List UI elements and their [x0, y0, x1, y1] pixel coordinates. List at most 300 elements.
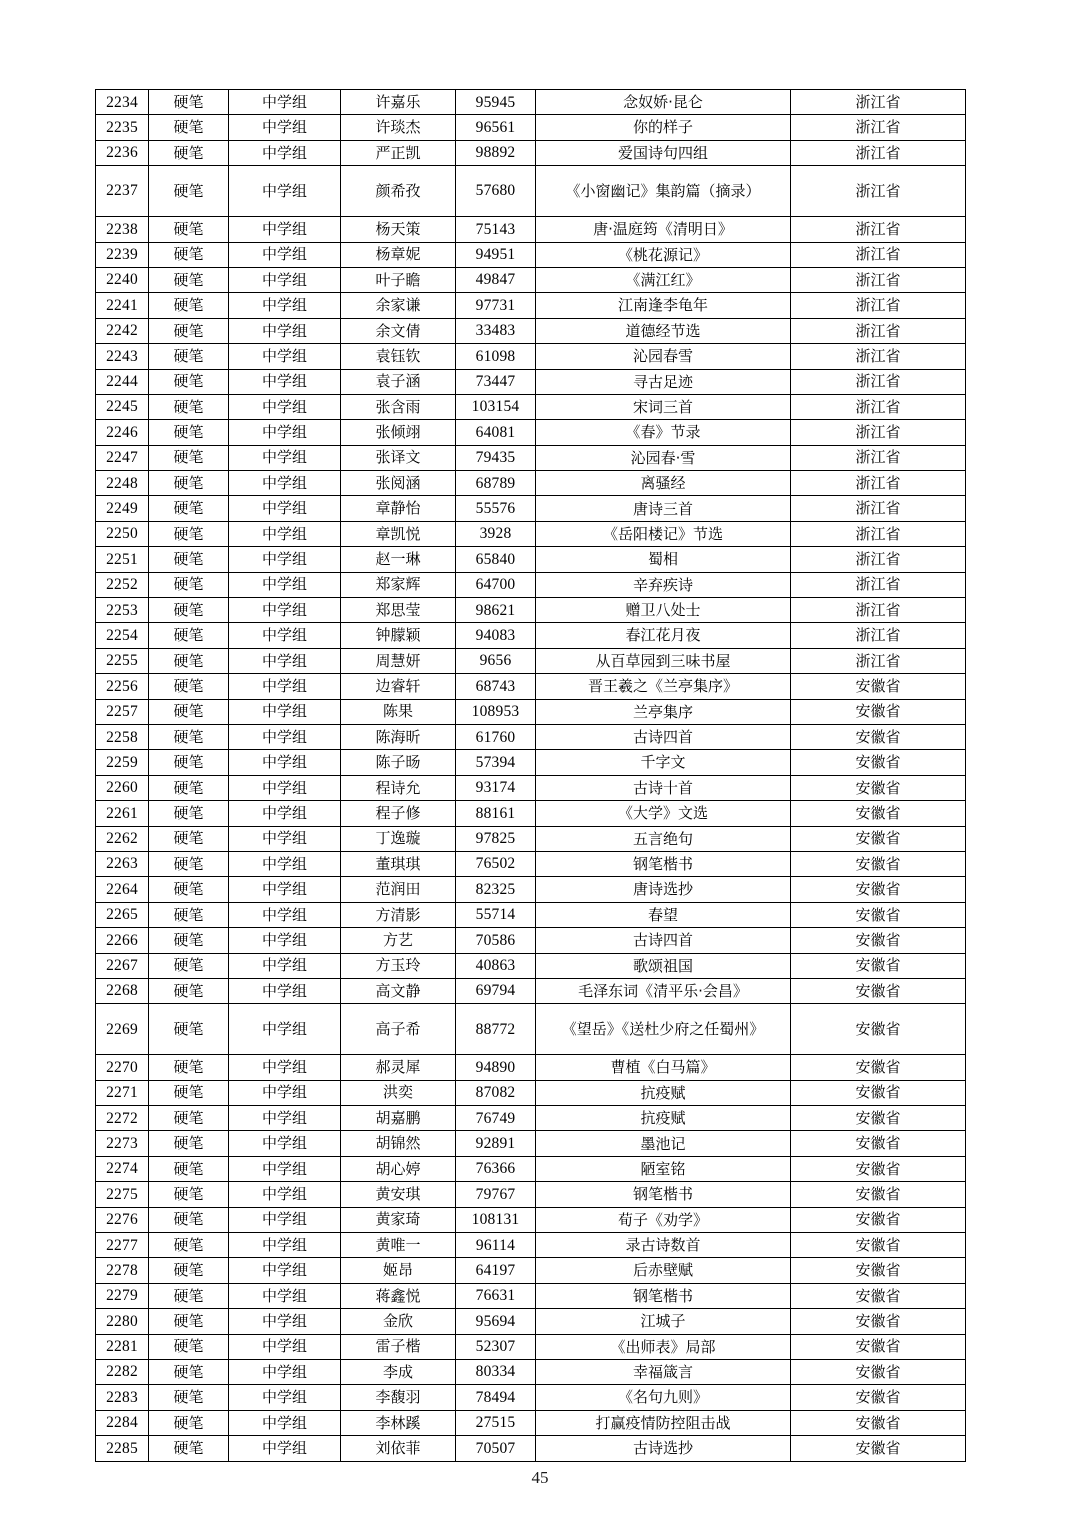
row-province: 安徽省 [791, 1258, 966, 1283]
row-entry-number: 93174 [456, 775, 536, 800]
row-serial-number: 2281 [96, 1334, 149, 1359]
row-serial-number: 2244 [96, 369, 149, 394]
table-row [96, 1106, 966, 1131]
row-work-title: 辛弃疾诗 [536, 572, 791, 597]
row-name: 李馥羽 [341, 1385, 456, 1410]
row-work-title: 抗疫赋 [536, 1106, 791, 1131]
row-serial-number: 2246 [96, 420, 149, 445]
row-category: 硬笔 [149, 344, 229, 369]
table-row [96, 1080, 966, 1105]
row-work-title: 《大学》文选 [536, 801, 791, 826]
table-row [96, 318, 966, 343]
row-entry-number: 103154 [456, 394, 536, 419]
row-name: 周慧妍 [341, 648, 456, 673]
row-serial-number: 2249 [96, 496, 149, 521]
row-work-title: 歌颂祖国 [536, 953, 791, 978]
row-entry-number: 92891 [456, 1131, 536, 1156]
table-row [96, 90, 966, 115]
row-work-title: 江南逢李龟年 [536, 293, 791, 318]
row-group: 中学组 [229, 1080, 341, 1105]
row-group: 中学组 [229, 344, 341, 369]
row-group: 中学组 [229, 978, 341, 1003]
row-work-title: 春望 [536, 902, 791, 927]
row-serial-number: 2279 [96, 1283, 149, 1308]
row-name: 雷子楷 [341, 1334, 456, 1359]
row-category: 硬笔 [149, 115, 229, 140]
row-category: 硬笔 [149, 1080, 229, 1105]
row-province: 浙江省 [791, 547, 966, 572]
row-entry-number: 64700 [456, 572, 536, 597]
row-province: 浙江省 [791, 496, 966, 521]
row-group: 中学组 [229, 217, 341, 242]
row-group: 中学组 [229, 166, 341, 217]
row-serial-number: 2250 [96, 521, 149, 546]
row-name: 郑家辉 [341, 572, 456, 597]
row-work-title: 《名句九则》 [536, 1385, 791, 1410]
row-group: 中学组 [229, 1106, 341, 1131]
row-name: 郝灵犀 [341, 1055, 456, 1080]
row-province: 安徽省 [791, 775, 966, 800]
row-category: 硬笔 [149, 1156, 229, 1181]
row-work-title: 毛泽东词《清平乐·会昌》 [536, 978, 791, 1003]
row-serial-number: 2285 [96, 1436, 149, 1461]
row-name: 袁子涵 [341, 369, 456, 394]
row-serial-number: 2256 [96, 674, 149, 699]
row-category: 硬笔 [149, 1283, 229, 1308]
row-province: 安徽省 [791, 1233, 966, 1258]
row-province: 安徽省 [791, 699, 966, 724]
row-group: 中学组 [229, 394, 341, 419]
row-category: 硬笔 [149, 1258, 229, 1283]
row-category: 硬笔 [149, 598, 229, 623]
row-name: 胡心婷 [341, 1156, 456, 1181]
row-work-title: 《小窗幽记》集韵篇（摘录） [536, 166, 791, 217]
row-serial-number: 2278 [96, 1258, 149, 1283]
row-serial-number: 2259 [96, 750, 149, 775]
row-province: 安徽省 [791, 1436, 966, 1461]
row-name: 严正凯 [341, 140, 456, 165]
row-work-title: 唐·温庭筠《清明日》 [536, 217, 791, 242]
row-work-title: 钢笔楷书 [536, 1182, 791, 1207]
table-row [96, 1156, 966, 1181]
row-category: 硬笔 [149, 369, 229, 394]
table-row [96, 1385, 966, 1410]
row-name: 黄安琪 [341, 1182, 456, 1207]
row-serial-number: 2266 [96, 928, 149, 953]
row-province: 浙江省 [791, 242, 966, 267]
row-work-title: 钢笔楷书 [536, 851, 791, 876]
row-serial-number: 2275 [96, 1182, 149, 1207]
row-work-title: 沁园春·雪 [536, 445, 791, 470]
row-group: 中学组 [229, 445, 341, 470]
row-entry-number: 55714 [456, 902, 536, 927]
row-province: 浙江省 [791, 572, 966, 597]
row-name: 方清影 [341, 902, 456, 927]
row-name: 蒋鑫悦 [341, 1283, 456, 1308]
row-name: 高子希 [341, 1004, 456, 1055]
row-category: 硬笔 [149, 648, 229, 673]
table-row [96, 344, 966, 369]
row-province: 浙江省 [791, 115, 966, 140]
table-row [96, 242, 966, 267]
row-name: 钟朦颖 [341, 623, 456, 648]
row-province: 安徽省 [791, 1004, 966, 1055]
row-entry-number: 88161 [456, 801, 536, 826]
row-category: 硬笔 [149, 1182, 229, 1207]
table-row [96, 902, 966, 927]
row-entry-number: 64197 [456, 1258, 536, 1283]
row-name: 杨天策 [341, 217, 456, 242]
row-entry-number: 27515 [456, 1410, 536, 1435]
table-row [96, 1233, 966, 1258]
row-province: 浙江省 [791, 318, 966, 343]
row-work-title: 《满江红》 [536, 267, 791, 292]
row-group: 中学组 [229, 1436, 341, 1461]
table-row [96, 572, 966, 597]
row-work-title: 后赤壁赋 [536, 1258, 791, 1283]
row-work-title: 曹植《白马篇》 [536, 1055, 791, 1080]
row-name: 张含雨 [341, 394, 456, 419]
row-category: 硬笔 [149, 1004, 229, 1055]
row-category: 硬笔 [149, 1385, 229, 1410]
row-province: 浙江省 [791, 521, 966, 546]
row-entry-number: 98892 [456, 140, 536, 165]
row-entry-number: 96561 [456, 115, 536, 140]
row-serial-number: 2235 [96, 115, 149, 140]
row-entry-number: 64081 [456, 420, 536, 445]
row-category: 硬笔 [149, 394, 229, 419]
table-row [96, 648, 966, 673]
row-name: 陈海昕 [341, 724, 456, 749]
table-row [96, 1055, 966, 1080]
row-province: 浙江省 [791, 369, 966, 394]
row-category: 硬笔 [149, 953, 229, 978]
row-entry-number: 70507 [456, 1436, 536, 1461]
row-province: 安徽省 [791, 1055, 966, 1080]
row-entry-number: 76749 [456, 1106, 536, 1131]
row-serial-number: 2236 [96, 140, 149, 165]
row-serial-number: 2269 [96, 1004, 149, 1055]
row-entry-number: 57394 [456, 750, 536, 775]
row-province: 安徽省 [791, 1156, 966, 1181]
table-row [96, 623, 966, 648]
row-province: 安徽省 [791, 1410, 966, 1435]
row-category: 硬笔 [149, 623, 229, 648]
row-serial-number: 2255 [96, 648, 149, 673]
row-name: 丁逸璇 [341, 826, 456, 851]
row-category: 硬笔 [149, 293, 229, 318]
row-work-title: 录古诗数首 [536, 1233, 791, 1258]
row-name: 张阅涵 [341, 471, 456, 496]
table-row [96, 826, 966, 851]
table-row [96, 1207, 966, 1232]
row-province: 安徽省 [791, 750, 966, 775]
row-group: 中学组 [229, 90, 341, 115]
row-category: 硬笔 [149, 140, 229, 165]
row-category: 硬笔 [149, 471, 229, 496]
row-group: 中学组 [229, 267, 341, 292]
row-province: 安徽省 [791, 902, 966, 927]
row-work-title: 唐诗选抄 [536, 877, 791, 902]
row-province: 浙江省 [791, 140, 966, 165]
row-name: 许嘉乐 [341, 90, 456, 115]
table-row [96, 750, 966, 775]
row-name: 黄家琦 [341, 1207, 456, 1232]
row-name: 程诗允 [341, 775, 456, 800]
row-name: 胡嘉鹏 [341, 1106, 456, 1131]
table-row [96, 1258, 966, 1283]
row-entry-number: 75143 [456, 217, 536, 242]
row-entry-number: 57680 [456, 166, 536, 217]
table-row [96, 724, 966, 749]
row-name: 陈果 [341, 699, 456, 724]
row-category: 硬笔 [149, 902, 229, 927]
row-entry-number: 97825 [456, 826, 536, 851]
row-work-title: 兰亭集序 [536, 699, 791, 724]
row-work-title: 宋词三首 [536, 394, 791, 419]
row-entry-number: 9656 [456, 648, 536, 673]
row-entry-number: 94951 [456, 242, 536, 267]
table-row [96, 217, 966, 242]
row-work-title: 爱国诗句四组 [536, 140, 791, 165]
row-work-title: 幸福箴言 [536, 1359, 791, 1384]
row-province: 浙江省 [791, 267, 966, 292]
row-group: 中学组 [229, 115, 341, 140]
row-work-title: 念奴娇·昆仑 [536, 90, 791, 115]
row-province: 浙江省 [791, 420, 966, 445]
row-name: 高文静 [341, 978, 456, 1003]
row-group: 中学组 [229, 928, 341, 953]
table-row [96, 115, 966, 140]
row-work-title: 《桃花源记》 [536, 242, 791, 267]
row-category: 硬笔 [149, 445, 229, 470]
row-entry-number: 82325 [456, 877, 536, 902]
row-name: 杨章妮 [341, 242, 456, 267]
row-work-title: 晋王羲之《兰亭集序》 [536, 674, 791, 699]
row-entry-number: 76366 [456, 1156, 536, 1181]
row-serial-number: 2264 [96, 877, 149, 902]
table-row [96, 1436, 966, 1461]
row-entry-number: 98621 [456, 598, 536, 623]
row-category: 硬笔 [149, 1359, 229, 1384]
row-province: 安徽省 [791, 978, 966, 1003]
row-province: 安徽省 [791, 1309, 966, 1334]
row-serial-number: 2283 [96, 1385, 149, 1410]
row-serial-number: 2240 [96, 267, 149, 292]
row-category: 硬笔 [149, 90, 229, 115]
row-name: 范润田 [341, 877, 456, 902]
row-entry-number: 78494 [456, 1385, 536, 1410]
table-row [96, 394, 966, 419]
row-group: 中学组 [229, 851, 341, 876]
row-group: 中学组 [229, 1233, 341, 1258]
row-work-title: 从百草园到三味书屋 [536, 648, 791, 673]
row-serial-number: 2252 [96, 572, 149, 597]
row-category: 硬笔 [149, 420, 229, 445]
table-row [96, 775, 966, 800]
row-serial-number: 2237 [96, 166, 149, 217]
row-work-title: 春江花月夜 [536, 623, 791, 648]
row-group: 中学组 [229, 1207, 341, 1232]
row-group: 中学组 [229, 877, 341, 902]
row-group: 中学组 [229, 496, 341, 521]
row-province: 浙江省 [791, 166, 966, 217]
row-work-title: 寻古足迹 [536, 369, 791, 394]
table-row [96, 369, 966, 394]
row-province: 安徽省 [791, 801, 966, 826]
row-group: 中学组 [229, 1156, 341, 1181]
row-work-title: 沁园春雪 [536, 344, 791, 369]
row-group: 中学组 [229, 1131, 341, 1156]
row-serial-number: 2258 [96, 724, 149, 749]
table-row [96, 674, 966, 699]
row-group: 中学组 [229, 724, 341, 749]
row-category: 硬笔 [149, 1106, 229, 1131]
row-group: 中学组 [229, 471, 341, 496]
table-row [96, 1283, 966, 1308]
row-province: 安徽省 [791, 1334, 966, 1359]
row-province: 浙江省 [791, 217, 966, 242]
row-group: 中学组 [229, 140, 341, 165]
table-row [96, 978, 966, 1003]
table-row [96, 166, 966, 217]
row-entry-number: 76502 [456, 851, 536, 876]
row-entry-number: 94890 [456, 1055, 536, 1080]
row-entry-number: 96114 [456, 1233, 536, 1258]
row-name: 叶子瞻 [341, 267, 456, 292]
row-serial-number: 2276 [96, 1207, 149, 1232]
row-province: 安徽省 [791, 1106, 966, 1131]
row-entry-number: 40863 [456, 953, 536, 978]
row-entry-number: 95945 [456, 90, 536, 115]
row-name: 赵一琳 [341, 547, 456, 572]
row-group: 中学组 [229, 801, 341, 826]
row-category: 硬笔 [149, 521, 229, 546]
row-entry-number: 65840 [456, 547, 536, 572]
row-serial-number: 2282 [96, 1359, 149, 1384]
row-work-title: 你的样子 [536, 115, 791, 140]
row-serial-number: 2272 [96, 1106, 149, 1131]
row-serial-number: 2280 [96, 1309, 149, 1334]
row-work-title: 钢笔楷书 [536, 1283, 791, 1308]
row-group: 中学组 [229, 1055, 341, 1080]
row-work-title: 五言绝句 [536, 826, 791, 851]
table-row [96, 699, 966, 724]
row-province: 浙江省 [791, 90, 966, 115]
row-work-title: 抗疫赋 [536, 1080, 791, 1105]
row-category: 硬笔 [149, 877, 229, 902]
row-province: 浙江省 [791, 471, 966, 496]
row-serial-number: 2234 [96, 90, 149, 115]
row-name: 张倾翊 [341, 420, 456, 445]
table-row [96, 801, 966, 826]
row-province: 安徽省 [791, 1359, 966, 1384]
row-entry-number: 61098 [456, 344, 536, 369]
row-name: 余家谦 [341, 293, 456, 318]
row-serial-number: 2254 [96, 623, 149, 648]
table-row [96, 293, 966, 318]
row-category: 硬笔 [149, 1131, 229, 1156]
row-name: 姬昂 [341, 1258, 456, 1283]
row-work-title: 道德经节选 [536, 318, 791, 343]
row-category: 硬笔 [149, 217, 229, 242]
row-group: 中学组 [229, 420, 341, 445]
table-row [96, 598, 966, 623]
row-name: 刘依菲 [341, 1436, 456, 1461]
row-group: 中学组 [229, 1410, 341, 1435]
table-row [96, 1334, 966, 1359]
row-category: 硬笔 [149, 851, 229, 876]
row-work-title: 《岳阳楼记》节选 [536, 521, 791, 546]
row-category: 硬笔 [149, 826, 229, 851]
row-serial-number: 2271 [96, 1080, 149, 1105]
row-entry-number: 55576 [456, 496, 536, 521]
row-category: 硬笔 [149, 724, 229, 749]
row-work-title: 墨池记 [536, 1131, 791, 1156]
row-group: 中学组 [229, 826, 341, 851]
row-category: 硬笔 [149, 674, 229, 699]
row-category: 硬笔 [149, 978, 229, 1003]
row-entry-number: 68789 [456, 471, 536, 496]
row-category: 硬笔 [149, 699, 229, 724]
row-name: 余文倩 [341, 318, 456, 343]
table-row [96, 1182, 966, 1207]
table-row [96, 1410, 966, 1435]
row-name: 边睿轩 [341, 674, 456, 699]
row-name: 陈子旸 [341, 750, 456, 775]
row-province: 浙江省 [791, 623, 966, 648]
row-province: 浙江省 [791, 344, 966, 369]
row-work-title: 千字文 [536, 750, 791, 775]
row-entry-number: 33483 [456, 318, 536, 343]
row-serial-number: 2262 [96, 826, 149, 851]
row-category: 硬笔 [149, 928, 229, 953]
row-category: 硬笔 [149, 1309, 229, 1334]
table-row [96, 1359, 966, 1384]
row-province: 安徽省 [791, 724, 966, 749]
row-group: 中学组 [229, 953, 341, 978]
row-entry-number: 70586 [456, 928, 536, 953]
row-work-title: 唐诗三首 [536, 496, 791, 521]
row-entry-number: 69794 [456, 978, 536, 1003]
row-serial-number: 2239 [96, 242, 149, 267]
row-serial-number: 2265 [96, 902, 149, 927]
row-category: 硬笔 [149, 572, 229, 597]
row-serial-number: 2247 [96, 445, 149, 470]
row-province: 浙江省 [791, 445, 966, 470]
row-province: 浙江省 [791, 293, 966, 318]
row-category: 硬笔 [149, 1055, 229, 1080]
row-category: 硬笔 [149, 318, 229, 343]
row-serial-number: 2251 [96, 547, 149, 572]
row-work-title: 蜀相 [536, 547, 791, 572]
table-row [96, 496, 966, 521]
table-row [96, 521, 966, 546]
row-group: 中学组 [229, 547, 341, 572]
row-province: 安徽省 [791, 674, 966, 699]
row-name: 许琰杰 [341, 115, 456, 140]
table-row [96, 953, 966, 978]
row-name: 洪奕 [341, 1080, 456, 1105]
row-name: 方玉玲 [341, 953, 456, 978]
row-entry-number: 87082 [456, 1080, 536, 1105]
row-entry-number: 73447 [456, 369, 536, 394]
row-group: 中学组 [229, 775, 341, 800]
row-work-title: 离骚经 [536, 471, 791, 496]
row-entry-number: 68743 [456, 674, 536, 699]
row-name: 方艺 [341, 928, 456, 953]
row-name: 袁钰钦 [341, 344, 456, 369]
